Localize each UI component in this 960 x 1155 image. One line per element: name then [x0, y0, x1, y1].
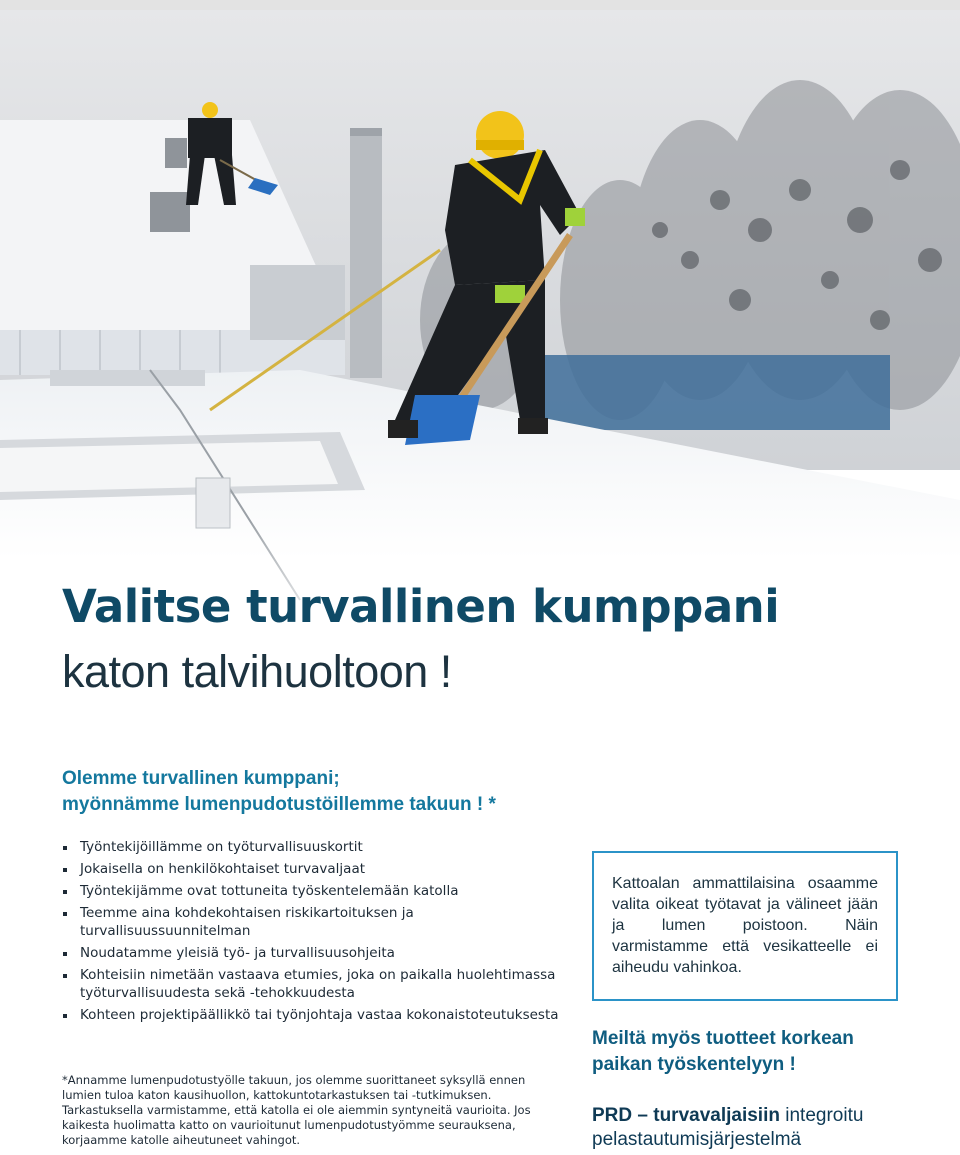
prd-line-2: pelastautumisjärjestelmä [592, 1129, 802, 1150]
list-item: Kohteisiin nimetään vastaava etumies, joka on paikalla huolehtimassa työturvallisuudesta sekä -tehokkuudesta [62, 966, 582, 1002]
list-item: Työntekijöillämme on työturvallisuuskortit [62, 838, 582, 856]
info-box: Kattoalan ammattilaisina osaamme valita oikeat työtavat ja välineet jään ja lumen poistoon. Näin varmistamme että vesikatteelle ei aiheudu vahinkoa. [592, 851, 898, 1001]
list-item: Jokaisella on henkilökohtaiset turvavaljaat [62, 860, 582, 878]
prd-rest: integroitu [779, 1105, 864, 1126]
bullet-list [62, 838, 582, 1028]
lead-text [62, 766, 496, 818]
list-item: Noudatamme yleisiä työ- ja turvallisuusohjeita [62, 944, 582, 962]
products-line-1: Meiltä myös tuotteet korkean [592, 1028, 854, 1049]
footnote: *Annamme lumenpudotustyölle takuun, jos olemme suorittaneet syksyllä ennen lumien tuloa katon kausihuollon, kattokuntotarkastuksen tai -tutkimuksen. Tarkastuksella varmistamme, että katolla ei ole aiemmin syntyneitä vaurioita. Jos kaikesta huolimatta katto on vaurioitunut lumenpudotustyömme seurauksena, korjaamme katolle aiheutuneet vahingot. [62, 1073, 531, 1147]
products-line-2: paikan työskentelyyn ! [592, 1054, 796, 1075]
list-item: Työntekijämme ovat tottuneita työskentelemään katolla [62, 882, 582, 900]
list-item: Kohteen projektipäällikkö tai työnjohtaja vastaa kokonaistoteutuksesta [62, 1006, 582, 1024]
products-heading [592, 1026, 854, 1078]
lead-line-2: myönnämme lumenpudotustöillemme takuun ! * [62, 794, 496, 815]
subheadline: katon talvihuoltoon ! [62, 646, 452, 697]
prd-name: PRD – turvavaljaisiin [592, 1105, 780, 1126]
headline: Valitse turvallinen kumppani [62, 580, 780, 633]
lead-line-1: Olemme turvallinen kumppani; [62, 768, 340, 789]
list-item: Teemme aina kohdekohtaisen riskikartoituksen ja turvallisuussuunnitelman [62, 904, 582, 940]
prd-text [592, 1104, 863, 1152]
